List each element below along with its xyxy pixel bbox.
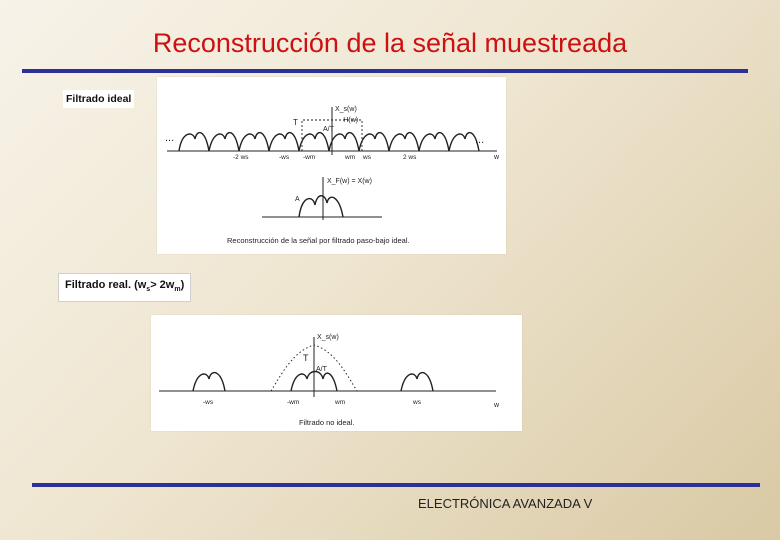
filter-label: - H(w) xyxy=(339,117,359,124)
top-divider xyxy=(22,69,748,73)
real-tick-label: -wm xyxy=(287,399,300,406)
real-ylabel: X_s(w) xyxy=(317,334,339,341)
label-real-middle: > 2w xyxy=(150,279,175,291)
T-label: T xyxy=(293,118,298,127)
real-tick-label: ws xyxy=(413,399,421,406)
real-xlabel: w xyxy=(494,402,500,409)
bottom-divider xyxy=(32,483,760,487)
ellipsis-right: ... xyxy=(475,134,485,146)
top-periodic-spectrum xyxy=(179,133,479,151)
label-real-sub-s: s xyxy=(146,286,151,294)
bottom-ylabel: X_F(w) = X(w) xyxy=(327,178,372,185)
label-real-filter xyxy=(58,273,191,302)
real-A-T-label: A/T xyxy=(316,366,327,373)
real-T-label: T xyxy=(303,353,309,363)
real-tick-label: -ws xyxy=(203,399,214,406)
real-filter-figure xyxy=(151,315,522,431)
real-figure-caption: Filtrado no ideal. xyxy=(299,418,355,427)
label-ideal-filter: Filtrado ideal xyxy=(63,90,134,108)
top-xlabel: w xyxy=(494,154,500,161)
top-ylabel: X_s(w) xyxy=(335,106,357,113)
real-periodic-spectrum xyxy=(193,372,433,392)
tick-label: wm xyxy=(345,154,356,161)
slide-footer: ELECTRÓNICA AVANZADA V xyxy=(418,496,593,511)
tick-label: -wm xyxy=(303,154,316,161)
ellipsis-left: ... xyxy=(165,132,175,144)
slide-title: Reconstrucción de la señal muestreada xyxy=(152,28,628,58)
real-tick-label: wm xyxy=(335,399,346,406)
ideal-filter-figure xyxy=(157,77,506,254)
tick-label: 2 ws xyxy=(403,154,417,161)
label-real-prefix: Filtrado real. (w xyxy=(65,279,147,291)
A-label: A xyxy=(295,196,300,203)
label-real-suffix: ) xyxy=(180,279,185,291)
tick-label: -2 ws xyxy=(233,154,249,161)
figure-caption: Reconstrucción de la señal por filtrado paso-bajo ideal. xyxy=(227,236,410,245)
A-T-label: A/T xyxy=(323,126,334,133)
tick-label: ws xyxy=(363,154,371,161)
recovered-spectrum xyxy=(299,196,343,217)
tick-label: -ws xyxy=(279,154,290,161)
label-real-sub-m: m xyxy=(174,286,181,294)
